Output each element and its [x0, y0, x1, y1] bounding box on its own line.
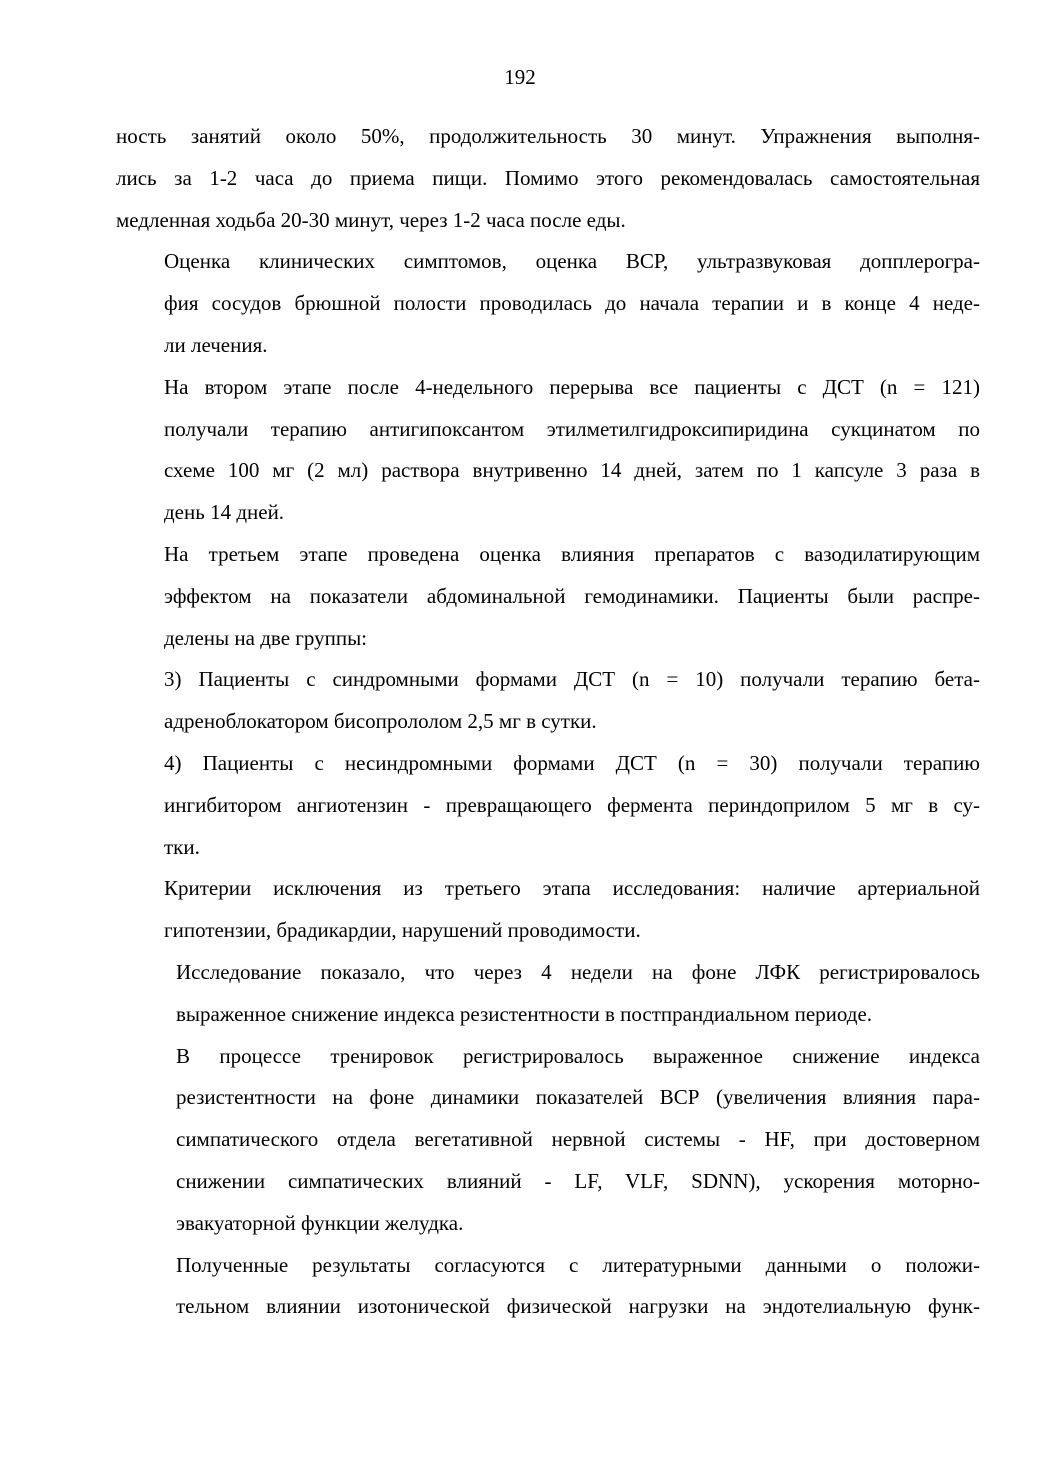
page-body [116, 116, 980, 1328]
text-line: гипотензии, брадикардии, нарушений проводимости. [164, 918, 641, 943]
text-line: симпатического отдела вегетативной нервной системы - HF, при достоверном [176, 1127, 980, 1152]
text-line: эвакуаторной функции желудка. [176, 1210, 464, 1235]
text-line: адреноблокатором бисопрололом 2,5 мг в сутки. [164, 709, 597, 734]
text-line: фия сосудов брюшной полости проводилась до начала терапии и в конце 4 неде- [164, 291, 980, 316]
text-line: лись за 1-2 часа до приема пищи. Помимо этого рекомендовалась самостоятельная [116, 165, 980, 190]
text-line: резистентности на фоне динамики показателей ВСР (увеличения влияния пара- [176, 1085, 980, 1110]
text-line: получали терапию антигипоксантом этилметилгидроксипиридина сукцинатом по [164, 416, 980, 441]
text-line: день 14 дней. [164, 500, 285, 525]
text-line: Полученные результаты согласуются с литературными данными о положи- [176, 1252, 980, 1277]
paragraph-assessment [116, 241, 980, 366]
text-line: В процессе тренировок регистрировалось выраженное снижение индекса [176, 1043, 980, 1068]
list-item-group-4 [116, 743, 980, 868]
paragraph-training-process [116, 1036, 980, 1245]
paragraph-second-stage [116, 367, 980, 534]
list-item-group-3 [116, 659, 980, 743]
text-line: ингибитором ангиотензин - превращающего фермента периндоприлом 5 мг в су- [164, 792, 980, 817]
text-line: На третьем этапе проведена оценка влияния препаратов с вазодилатирующим [164, 541, 980, 566]
text-line: 3) Пациенты с синдромными формами ДСТ (n = 10) получали терапию бета- [164, 667, 980, 692]
text-line: делены на две группы: [164, 625, 368, 650]
text-line: 4) Пациенты с несиндромными формами ДСТ (n = 30) получали терапию [164, 750, 980, 775]
page-number: 192 [504, 65, 536, 89]
text-line: снижении симпатических влияний - LF, VLF, SDNN), ускорения моторно- [176, 1168, 980, 1193]
text-line: ность занятий около 50%, продолжительность 30 минут. Упражнения выполня- [116, 124, 980, 148]
text-line: эффектом на показатели абдоминальной гемодинамики. Пациенты были распре- [164, 583, 980, 608]
text-line: выраженное снижение индекса резистентности в постпрандиальном периоде. [176, 1001, 873, 1026]
text-line: ли лечения. [164, 332, 268, 357]
text-line: Оценка клинических симптомов, оценка ВСР, ультразвуковая допплерогра- [164, 249, 980, 274]
text-line: На втором этапе после 4-недельного перерыва все пациенты с ДСТ (n = 121) [164, 374, 980, 399]
paragraph-study-results [116, 952, 980, 1036]
text-line: тельном влиянии изотонической физической нагрузки на эндотелиальную функ- [176, 1294, 980, 1319]
text-line: медленная ходьба 20-30 минут, через 1-2 часа после еды. [116, 207, 626, 232]
paragraph-literature-agreement [116, 1245, 980, 1329]
paragraph-third-stage [116, 534, 980, 659]
text-line: Исследование показало, что через 4 недели на фоне ЛФК регистрировалось [176, 959, 980, 984]
paragraph-continuation [116, 116, 980, 241]
text-line: Критерии исключения из третьего этапа исследования: наличие артериальной [164, 876, 980, 901]
text-line: схеме 100 мг (2 мл) раствора внутривенно 14 дней, затем по 1 капсуле 3 раза в [164, 458, 980, 483]
paragraph-exclusion-criteria [116, 868, 980, 952]
text-line: тки. [164, 834, 200, 859]
